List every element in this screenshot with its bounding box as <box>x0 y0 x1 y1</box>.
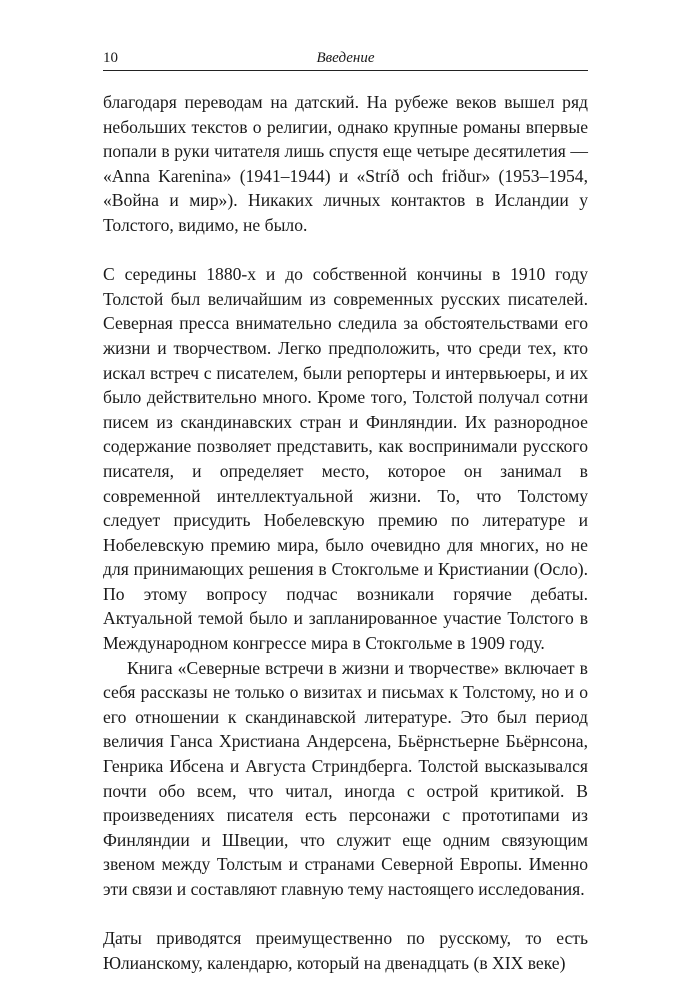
page-header <box>103 46 588 71</box>
paragraph-4: Даты приводятся преимущественно по русскому, то есть Юлианскому, календарю, который на двенадцать (в XIX веке) <box>103 928 588 973</box>
paragraph-3: Книга «Северные встречи в жизни и творчестве» включает в себя рассказы не только о визитах и письмах к Толстому, но и о его отношении к скандинавской литературе. Это был период величия Ганса Христиана Андерсена, Бьёрнстьерне Бьёрнсона, Генрика Ибсена и Августа Стриндберга. Толстой высказывался почти обо всем, что читал, иногда с острой критикой. В произведениях писателя есть персонажи с прототипами из Финляндии и Швеции, что служит еще одним связующим звеном между Толстым и странами Северной Европы. Именно эти связи и составляют главную тему настоящего исследования. <box>103 657 588 899</box>
page-number: 10 <box>103 50 118 66</box>
paragraph-2: С середины 1880-х и до собственной кончины в 1910 году Толстой был величайшим из современных русских писателей. Северная пресса внимательно следила за обстоятельствами его жизни и творчеством. Легко предположить, что среди тех, кто искал встреч с писателем, были репортеры и интервьюеры, и их было действительно много. Кроме того, Толстой получал сотни писем из скандинавских стран и Финляндии. Их разнородное содержание позволяет представить, как воспринимали русского писателя, и определяет место, которое он занимал в современной интеллектуальной жизни. То, что Толстому следует присудить Нобелевскую премию по литературе и Нобелевскую премию мира, было очевидно для многих, но не для принимающих решения в Стокгольме и Кристиании (Осло). По этому вопросу подчас возникали горячие дебаты. Актуальной темой было и запланированное участие Толстого в Международном конгрессе мира в Стокгольме в 1909 году. <box>103 264 588 654</box>
running-title: Введение <box>316 50 375 66</box>
paragraph-1: благодаря переводам на датский. На рубеже веков вышел ряд небольших текстов о религии, однако крупные романы впервые попали в руки читателя лишь спустя еще четыре десятилетия — «Anna Karenina» (1941–1944) и «Stríð och friður» (1953–1954, «Война и мир»). Никаких личных контактов в Исландии у Толстого, видимо, не было. <box>103 92 588 235</box>
body-text <box>103 90 588 975</box>
